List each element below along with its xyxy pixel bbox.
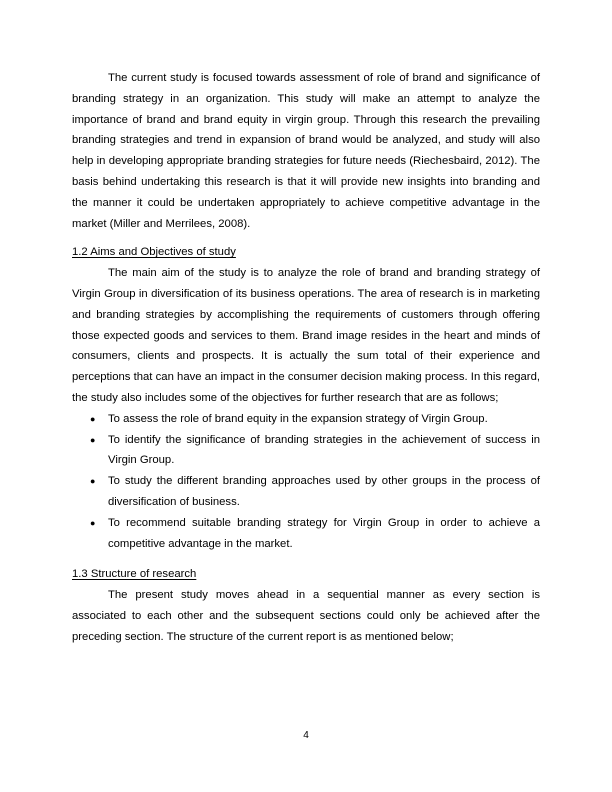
objective-text: To recommend suitable branding strategy for Virgin Group in order to achieve a competitive advantage in the market. (108, 516, 540, 550)
objectives-list (72, 409, 540, 555)
objective-text: To study the different branding approaches used by other groups in the process of diversification of business. (108, 475, 540, 508)
structure-paragraph: The present study moves ahead in a sequential manner as every section is associated to each other and the subsequent sections could only be achieved after the preceding section. The structure of the current report is as mentioned below; (72, 589, 540, 643)
intro-paragraph: The current study is focused towards assessment of role of brand and significance of branding strategy in an organization. This study will make an attempt to analyze the importance of brand and brand equity in virgin group. Through this research the prevailing branding strategies and trend in expansion of brand would be analyzed, and study will also help in developing appropriate branding strategies for future needs (Riechesbaird, 2012). The basis behind undertaking this research is that it will provide new insights into branding and the manner it could be undertaken appropriately to achieve competitive advantage in the market (Miller and Merrilees, 2008). (72, 72, 540, 230)
objective-item (72, 471, 540, 513)
objective-text: To assess the role of brand equity in the expansion strategy of Virgin Group. (108, 412, 488, 425)
objective-text: To identify the significance of branding strategies in the achievement of success in Virgin Group. (108, 433, 540, 467)
page-number: 4 (303, 730, 309, 741)
aims-objectives-heading: 1.2 Aims and Objectives of study (72, 246, 236, 259)
bullet-icon: ● (90, 413, 96, 424)
bullet-icon: ● (90, 434, 96, 445)
page-body (72, 68, 540, 648)
aims-paragraph: The main aim of the study is to analyze the role of brand and branding strategy of Virgin Group in diversification of its business operations. The area of research is in marketing and branding strategies by accomplishing the requirements of customers through offering those expected goods and services to them. Brand image resides in the heart and minds of consumers, clients and prospects. It is actually the sum total of their experience and perceptions that can have an impact in the consumer decision making process. In this regard, the study also includes some of the objectives for further research that are as follows; (72, 267, 540, 404)
structure-heading: 1.3 Structure of research (72, 568, 197, 581)
bullet-icon: ● (90, 476, 96, 487)
bullet-icon: ● (90, 517, 96, 528)
objective-item (72, 513, 540, 555)
objective-item (72, 430, 540, 472)
objective-item (72, 409, 540, 430)
